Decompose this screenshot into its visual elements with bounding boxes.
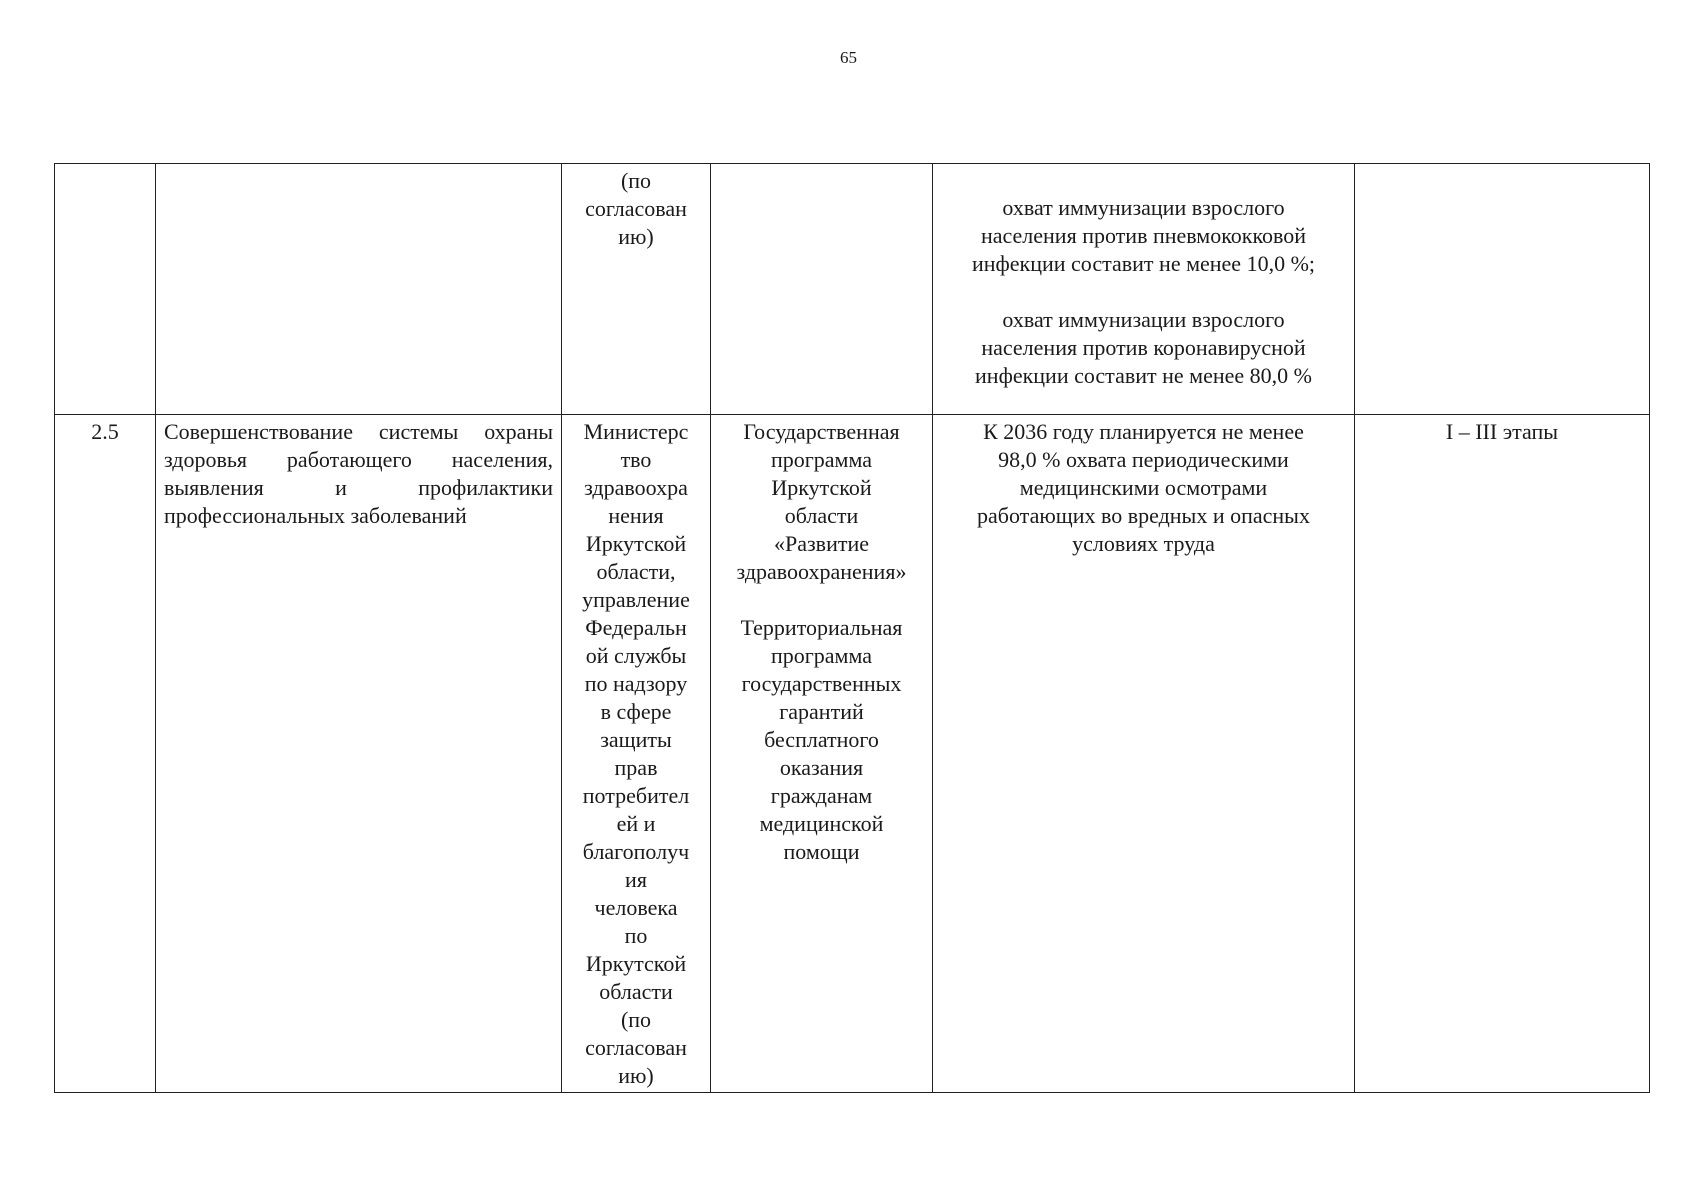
program-line: «Развитие (773, 531, 869, 556)
executor-line: Иркутской (585, 951, 687, 976)
executor-line: в сфере (600, 699, 672, 724)
executor-line: потребител (582, 783, 690, 808)
result-line: инфекции составит не менее 10,0 %; (971, 251, 1316, 276)
cell-executor (562, 164, 711, 415)
program-line: гарантий (779, 699, 864, 724)
cell-number: 2.5 (55, 415, 156, 1093)
result-line: охват иммунизации взрослого (1002, 195, 1285, 220)
executor-line: ия (625, 867, 647, 892)
program-line: Территориальная (740, 615, 903, 640)
executor-line: управление (582, 587, 690, 612)
executor-line: защиты (600, 727, 672, 752)
cell-name (156, 164, 562, 415)
result-line: населения против пневмококковой (980, 223, 1307, 248)
program-line: программа (770, 643, 873, 668)
executor-line: Федеральн (585, 615, 687, 640)
result-line: К 2036 году планируется не менее (983, 419, 1304, 444)
table-row (55, 415, 1650, 1093)
executor-line: Министерс (583, 419, 689, 444)
program-line: бесплатного (764, 727, 879, 752)
program-line: оказания (779, 755, 864, 780)
executor-line: согласован (585, 1035, 687, 1060)
program-line: медицинской (759, 811, 884, 836)
executor-line: ию) (618, 1063, 654, 1088)
program-line: области (784, 503, 859, 528)
program-line: Иркутской (771, 475, 872, 500)
result-line: работающих во вредных и опасных (977, 503, 1310, 528)
executor-line: по (624, 923, 648, 948)
executor-line: (по (620, 1007, 652, 1032)
program-line: программа (770, 447, 873, 472)
cell-result (933, 164, 1355, 415)
cell-program (711, 415, 933, 1093)
executor-line: тво (620, 447, 652, 472)
result-line: охват иммунизации взрослого (1002, 307, 1285, 332)
result-line: 98,0 % охвата периодическими (998, 447, 1289, 472)
executor-line: области (599, 979, 673, 1004)
executor-line: области, (596, 559, 676, 584)
executor-line: здравоохра (584, 475, 688, 500)
program-line: государственных (741, 671, 902, 696)
cell-number (55, 164, 156, 415)
executor-line: по надзору (584, 671, 688, 696)
measures-table (54, 163, 1650, 1093)
executor-line: ию) (618, 224, 654, 249)
program-line: помощи (783, 839, 860, 864)
cell-name: Совершенствование системы охраны здоровья работающего населения, выявления и профилактики профессиональных заболеваний (156, 415, 562, 1093)
program-line: здравоохранения» (736, 559, 907, 584)
page-number: 65 (840, 48, 857, 67)
executor-line: ей и (616, 811, 656, 836)
executor-line: благополуч (582, 839, 690, 864)
table-row (55, 164, 1650, 415)
program-line: гражданам (770, 783, 873, 808)
executor-line: нения (608, 503, 664, 528)
cell-stage (1355, 164, 1650, 415)
cell-result (933, 415, 1355, 1093)
executor-line: человека (594, 895, 678, 920)
cell-program (711, 164, 933, 415)
executor-line: прав (614, 755, 658, 780)
result-line: инфекции составит не менее 80,0 % (975, 363, 1312, 388)
program-line: Государственная (743, 419, 900, 444)
cell-executor (562, 415, 711, 1093)
result-line: медицинскими осмотрами (1019, 475, 1268, 500)
executor-line: согласован (585, 196, 687, 221)
executor-line: (по (620, 168, 652, 193)
result-line: условиях труда (1072, 531, 1215, 556)
cell-stage: I – III этапы (1355, 415, 1650, 1093)
executor-line: ой службы (585, 643, 687, 668)
result-line: населения против коронавирусной (981, 335, 1306, 360)
executor-line: Иркутской (585, 531, 687, 556)
